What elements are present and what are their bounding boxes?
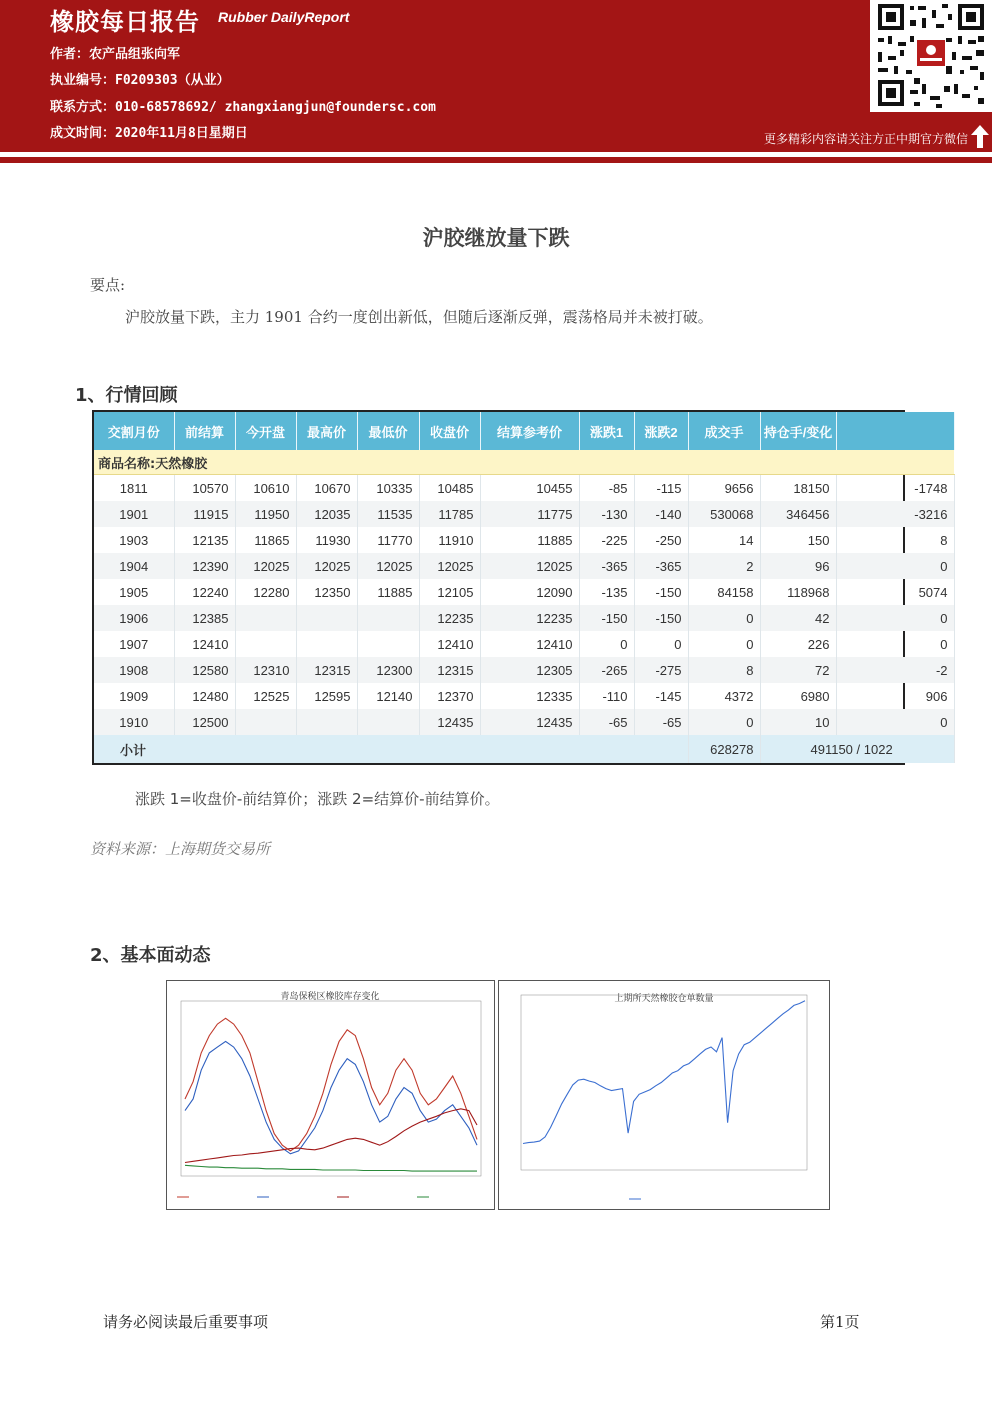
- table-cell: 0: [836, 553, 954, 579]
- table-cell: 11775: [480, 501, 579, 527]
- follow-wechat-link[interactable]: 更多精彩内容请关注方正中期官方微信: [763, 132, 968, 146]
- report-brand-title: 橡胶每日报告: [50, 8, 200, 36]
- table-header-cell: 成交手: [688, 412, 760, 450]
- table-cell: -365: [579, 553, 634, 579]
- table-cell: 10455: [480, 475, 579, 502]
- table-cell: 10485: [419, 475, 480, 502]
- table-cell: 0: [579, 631, 634, 657]
- table-header-cell: 结算参考价: [480, 412, 579, 450]
- table-cell: 11535: [357, 501, 419, 527]
- report-header: [0, 0, 992, 152]
- contract-month-cell: 1910: [94, 709, 174, 735]
- table-cell: 11865: [235, 527, 296, 553]
- table-cell: -140: [634, 501, 688, 527]
- table-total-row: [94, 735, 954, 763]
- table-row: [94, 657, 954, 683]
- table-cell: 150: [760, 527, 836, 553]
- table-cell: 12025: [419, 553, 480, 579]
- table-cell: 346456: [760, 501, 836, 527]
- table-row: [94, 605, 954, 631]
- table-cell: 12580: [174, 657, 235, 683]
- table-row: [94, 631, 954, 657]
- table-header-cell: 收盘价: [419, 412, 480, 450]
- contract-month-cell: 1908: [94, 657, 174, 683]
- report-brand-subtitle: Rubber DailyReport: [218, 9, 350, 25]
- table-row: [94, 553, 954, 579]
- table-cell: 12025: [357, 553, 419, 579]
- table-cell: 11950: [235, 501, 296, 527]
- table-cell: 12435: [419, 709, 480, 735]
- table-cell: -265: [579, 657, 634, 683]
- table-cell: -3216: [836, 501, 954, 527]
- footer-page-number: 第1页: [820, 1313, 860, 1331]
- table-cell: 0: [634, 631, 688, 657]
- footer-disclaimer: 请务必阅读最后重要事项: [103, 1313, 269, 1331]
- table-cell: 14: [688, 527, 760, 553]
- table-cell: 10610: [235, 475, 296, 502]
- quote-table: [94, 412, 955, 763]
- table-cell: 12370: [419, 683, 480, 709]
- table-cell: 12410: [480, 631, 579, 657]
- table-cell: 12595: [296, 683, 357, 709]
- table-cell: 12315: [419, 657, 480, 683]
- table-cell: -110: [579, 683, 634, 709]
- table-cell: 12385: [174, 605, 235, 631]
- author-line: 作者：农产品组张向军: [50, 47, 181, 62]
- qr-code-icon: [870, 0, 992, 112]
- table-cell: 11770: [357, 527, 419, 553]
- table-cell: 11785: [419, 501, 480, 527]
- table-cell: 6980: [760, 683, 836, 709]
- contract-month-cell: 1906: [94, 605, 174, 631]
- table-row: [94, 527, 954, 553]
- chart-left-title: 青岛保税区橡胶库存变化: [280, 992, 380, 1002]
- commodity-group-label: 商品名称:天然橡胶: [94, 450, 954, 475]
- header-divider: [0, 157, 992, 163]
- contract-month-cell: 1909: [94, 683, 174, 709]
- table-cell: -225: [579, 527, 634, 553]
- chart-right-title: 上期所天然橡胶仓单数量: [614, 994, 714, 1004]
- contract-month-cell: 1905: [94, 579, 174, 605]
- table-cell: [357, 709, 419, 735]
- chart-right-series-line: [523, 1001, 805, 1144]
- table-cell: 96: [760, 553, 836, 579]
- table-cell: 12025: [480, 553, 579, 579]
- contract-month-cell: 1811: [94, 475, 174, 502]
- table-header-cell: [836, 412, 954, 450]
- table-cell: 12350: [296, 579, 357, 605]
- table-cell: -135: [579, 579, 634, 605]
- table-cell: 72: [760, 657, 836, 683]
- chart-right-plot-area: [521, 995, 807, 1170]
- contract-month-cell: 1907: [94, 631, 174, 657]
- table-header-cell: 交割月份: [94, 412, 174, 450]
- chart-left-series-line: [185, 1018, 477, 1151]
- table-cell: 5074: [836, 579, 954, 605]
- table-cell: [235, 709, 296, 735]
- table-cell: -1748: [836, 475, 954, 502]
- table-cell: 11885: [480, 527, 579, 553]
- table-cell: 2: [688, 553, 760, 579]
- table-cell: 530068: [688, 501, 760, 527]
- table-cell: 12135: [174, 527, 235, 553]
- chart-shfe-warrants: [498, 980, 830, 1210]
- table-cell: [357, 631, 419, 657]
- date-line: 成文时间：2020年11月8日星期日: [50, 126, 248, 141]
- table-cell: 12235: [480, 605, 579, 631]
- table-row: [94, 579, 954, 605]
- table-cell: 0: [836, 631, 954, 657]
- data-source: 资料来源：上海期货交易所: [90, 840, 271, 858]
- chart-qingdao-inventory-svg: [167, 981, 494, 1209]
- table-cell: 12435: [480, 709, 579, 735]
- table-cell: 12025: [296, 553, 357, 579]
- table-cell: 906: [836, 683, 954, 709]
- total-label: 小计: [94, 735, 688, 763]
- table-header-cell: 持仓手/变化: [760, 412, 836, 450]
- section-heading-market-review: 1、行情回顾: [75, 385, 178, 406]
- chart-left-series-line: [185, 1041, 477, 1153]
- contract-month-cell: 1904: [94, 553, 174, 579]
- table-header-row: [94, 412, 954, 450]
- table-cell: 12090: [480, 579, 579, 605]
- table-cell: 10670: [296, 475, 357, 502]
- table-cell: [296, 709, 357, 735]
- table-cell: 84158: [688, 579, 760, 605]
- table-cell: 12280: [235, 579, 296, 605]
- table-cell: 11915: [174, 501, 235, 527]
- table-cell: 12390: [174, 553, 235, 579]
- license-line: 执业编号：F0209303（从业）: [50, 73, 230, 88]
- table-cell: 118968: [760, 579, 836, 605]
- table-cell: 12140: [357, 683, 419, 709]
- total-volume: 628278: [688, 735, 760, 763]
- table-cell: -65: [579, 709, 634, 735]
- contract-month-cell: 1901: [94, 501, 174, 527]
- table-cell: 11930: [296, 527, 357, 553]
- contract-month-cell: 1903: [94, 527, 174, 553]
- table-cell: 0: [688, 631, 760, 657]
- table-cell: -85: [579, 475, 634, 502]
- table-cell: -145: [634, 683, 688, 709]
- table-cell: 10570: [174, 475, 235, 502]
- table-cell: 10335: [357, 475, 419, 502]
- chart-left-series-line: [185, 1165, 477, 1171]
- table-cell: 12240: [174, 579, 235, 605]
- table-cell: -275: [634, 657, 688, 683]
- table-cell: -2: [836, 657, 954, 683]
- table-header-cell: 涨跌1: [579, 412, 634, 450]
- table-cell: 12035: [296, 501, 357, 527]
- table-cell: 4372: [688, 683, 760, 709]
- table-cell: -115: [634, 475, 688, 502]
- table-cell: 11910: [419, 527, 480, 553]
- table-row: [94, 709, 954, 735]
- table-cell: 12410: [174, 631, 235, 657]
- commodity-group-row: [94, 450, 954, 475]
- key-points-label: 要点:: [90, 276, 126, 294]
- table-cell: 12335: [480, 683, 579, 709]
- table-cell: 9656: [688, 475, 760, 502]
- table-cell: 0: [688, 709, 760, 735]
- table-header-cell: 今开盘: [235, 412, 296, 450]
- report-title: 沪胶继放量下跌: [422, 226, 570, 250]
- total-open-interest: 491150 / 1022: [760, 735, 954, 763]
- table-header-cell: 涨跌2: [634, 412, 688, 450]
- table-cell: -65: [634, 709, 688, 735]
- table-cell: 42: [760, 605, 836, 631]
- table-cell: [296, 631, 357, 657]
- contact-line: 联系方式：010-68578692/ zhangxiangjun@foundersc.com: [50, 100, 436, 115]
- table-cell: 12305: [480, 657, 579, 683]
- table-cell: 18150: [760, 475, 836, 502]
- table-cell: 12500: [174, 709, 235, 735]
- table-row: [94, 683, 954, 709]
- table-cell: 0: [836, 709, 954, 735]
- chart-shfe-warrants-svg: [499, 981, 829, 1209]
- table-cell: [235, 631, 296, 657]
- table-cell: [235, 605, 296, 631]
- table-cell: 12310: [235, 657, 296, 683]
- table-cell: 0: [688, 605, 760, 631]
- table-cell: 12235: [419, 605, 480, 631]
- table-header-cell: 最高价: [296, 412, 357, 450]
- table-cell: [357, 605, 419, 631]
- table-cell: 12105: [419, 579, 480, 605]
- table-cell: 8: [688, 657, 760, 683]
- key-points-text: 沪胶放量下跌，主力 1901 合约一度创出新低，但随后逐渐反弹，震荡格局并未被打破。: [125, 308, 713, 326]
- table-row: [94, 501, 954, 527]
- table-cell: -150: [634, 579, 688, 605]
- table-cell: 12300: [357, 657, 419, 683]
- table-cell: -150: [579, 605, 634, 631]
- table-cell: 12410: [419, 631, 480, 657]
- table-cell: 11885: [357, 579, 419, 605]
- table-cell: -365: [634, 553, 688, 579]
- table-cell: -250: [634, 527, 688, 553]
- table-cell: [296, 605, 357, 631]
- arrow-up-icon: [970, 123, 990, 149]
- quote-table-container: [92, 410, 948, 765]
- table-cell: 0: [836, 605, 954, 631]
- table-cell: 10: [760, 709, 836, 735]
- table-cell: 226: [760, 631, 836, 657]
- chart-qingdao-inventory: [166, 980, 495, 1210]
- table-cell: 12315: [296, 657, 357, 683]
- table-row: [94, 475, 954, 502]
- section-heading-fundamentals: 2、基本面动态: [90, 945, 211, 966]
- table-cell: 12525: [235, 683, 296, 709]
- table-cell: 8: [836, 527, 954, 553]
- table-cell: 12025: [235, 553, 296, 579]
- table-cell: -150: [634, 605, 688, 631]
- table-cell: 12480: [174, 683, 235, 709]
- chart-left-series-line: [185, 1109, 477, 1163]
- table-header-cell: 前结算: [174, 412, 235, 450]
- table-cell: -130: [579, 501, 634, 527]
- table-header-cell: 最低价: [357, 412, 419, 450]
- change-definition-note: 涨跌 1=收盘价-前结算价；涨跌 2=结算价-前结算价。: [135, 790, 500, 808]
